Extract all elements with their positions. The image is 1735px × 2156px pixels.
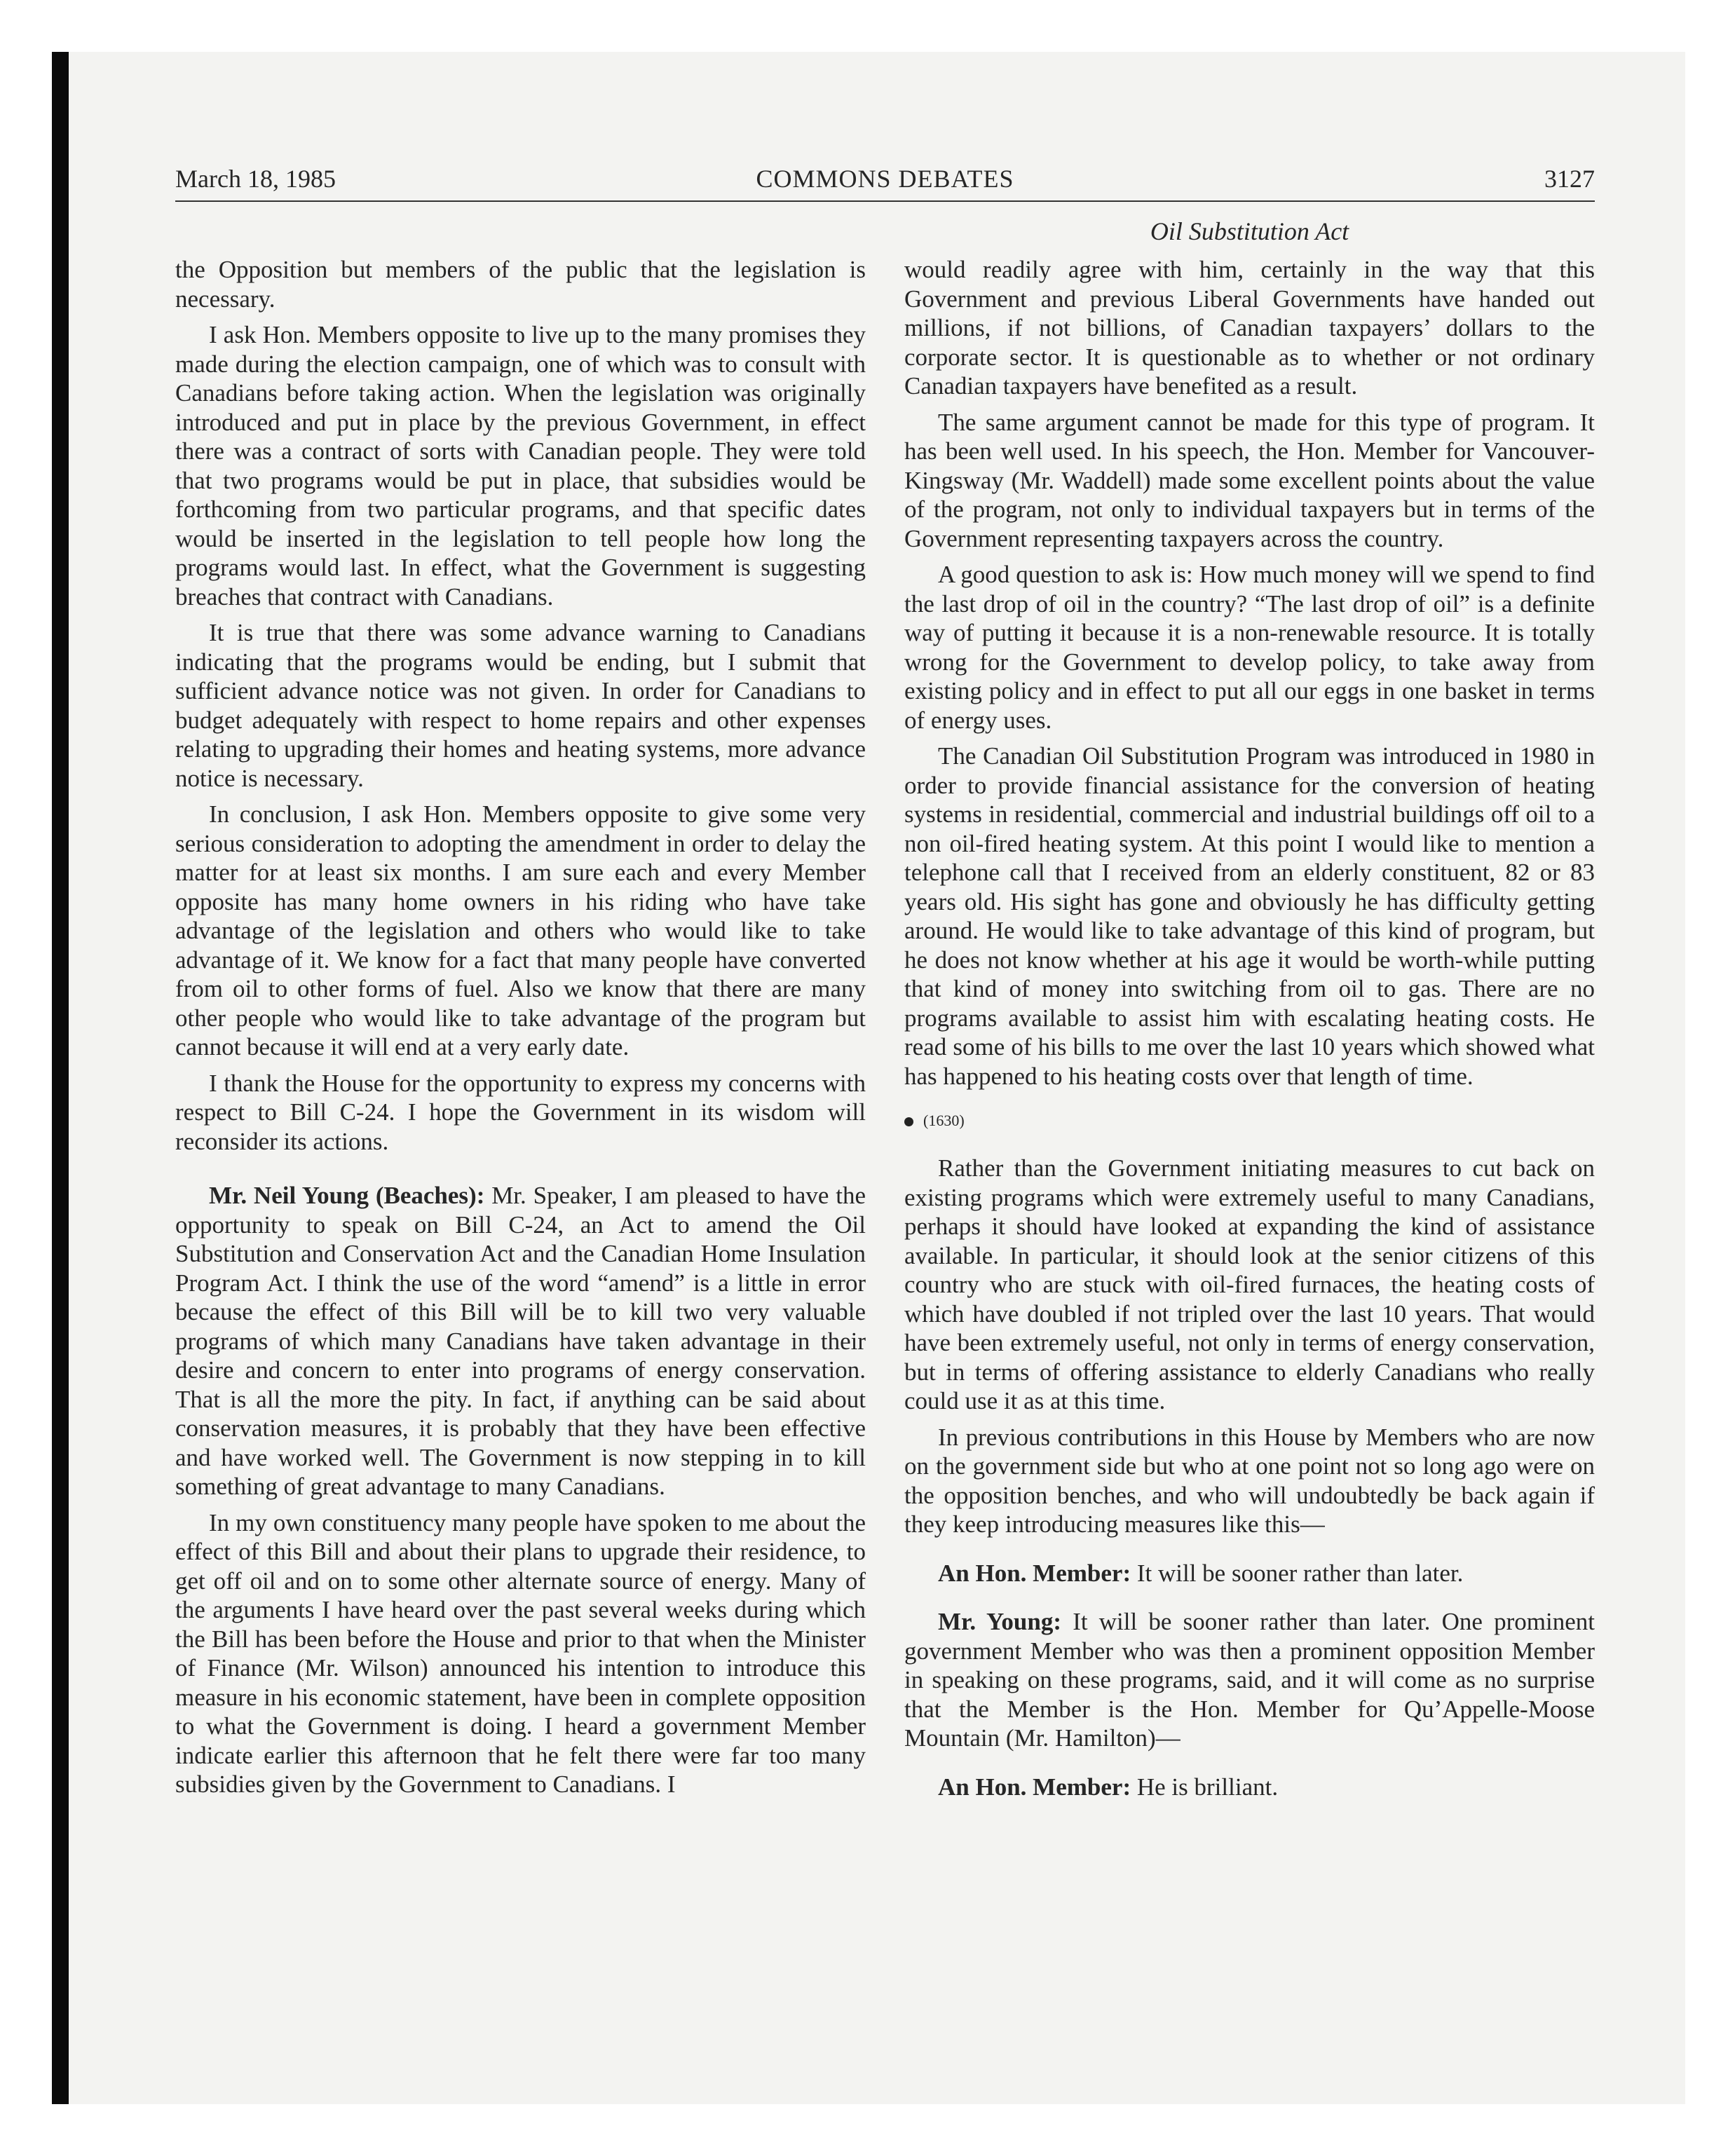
speech-text: It will be sooner rather than later. One prominent government Member who was then a prominent opposition Member in speaking on these programs, said, and it will come as no surprise that the Member is the Hon. Member for Qu’Appelle-Moose Mountain (Mr. Hamilton)— xyxy=(904,1608,1595,1752)
time-marker xyxy=(904,1110,1595,1131)
page-header xyxy=(175,160,1595,198)
paragraph: In my own constituency many people have spoken to me about the effect of this Bill and about their plans to upgrade their residence, to get off oil and on to some other alternate source of energy. Many of the arguments I have heard over the past several weeks during which the Bill has been before the House and prior to that when the Minister of Finance (Mr. Wilson) announced his intention to introduce this measure in his economic statement, have been in complete opposition to what the Government is doing. I heard a government Member indicate earlier this afternoon that he felt there were far too many subsidies given by the Government to Canadians. I xyxy=(175,1508,866,1798)
speech-paragraph xyxy=(904,1607,1595,1753)
speaker-name: Mr. Neil Young (Beaches): xyxy=(209,1182,485,1209)
time-marker-text: (1630) xyxy=(923,1112,965,1129)
header-page-number: 3127 xyxy=(1544,165,1595,193)
paragraph: It is true that there was some advance warning to Canadians indicating that the programs would be ending, but I submit that sufficient advance notice was not given. In order for Canadians to budget adequately with respect to home repairs and other expenses relating to upgrading their homes and heating systems, more advance notice is necessary. xyxy=(175,619,866,792)
paragraph: The Canadian Oil Substitution Program was introduced in 1980 in order to provide financial assistance for the conversion of heating systems in residential, commercial and industrial buildings off oil to a non oil-fired heating system. At this point I would like to mention a telephone call that I received from an elderly constituent, 82 or 83 years old. His sight has gone and obviously he has difficulty getting around. He would like to take advantage of this kind of program, but he does not know whether at his age it would be worth-while putting that kind of money into switching from oil to gas. There are no programs available to assist him with escalating heating costs. He read some of his bills to me over the last 10 years which showed what has happened to his heating costs over that length of time. xyxy=(904,742,1595,1090)
paragraph: would readily agree with him, certainly in the way that this Government and previous Liberal Governments have handed out millions, if not billions, of Canadian taxpayers’ dollars to the corporate sector. It is questionable as to whether or not ordinary Canadian taxpayers have benefited as a result. xyxy=(904,256,1595,400)
speech-paragraph xyxy=(175,1181,866,1501)
bullet-icon xyxy=(904,1117,913,1126)
paragraph: the Opposition but members of the public that the legislation is necessary. xyxy=(175,256,866,313)
speech-text: Mr. Speaker, I am pleased to have the opportunity to speak on Bill C-24, an Act to amend the Oil Substitution and Conservation Act and the Canadian Home Insulation Program Act. I think the use of the word “amend” is a little in error because the effect of this Bill will be to kill two very valuable programs of which many Canadians have taken advantage in their desire and concern to enter into programs of energy conservation. That is all the more the pity. In fact, if anything can be said about conservation measures, it is probably that they have been effective and have worked well. The Government is now stepping in to kill something of great advantage to many Canadians. xyxy=(175,1182,866,1500)
right-column xyxy=(904,255,1595,1808)
header-date: March 18, 1985 xyxy=(175,165,336,193)
header-rule xyxy=(175,200,1595,202)
paragraph: The same argument cannot be made for this type of program. It has been well used. In his speech, the Hon. Member for Vancouver-Kingsway (Mr. Waddell) made some excellent points about the value of the program, not only to individual taxpayers but in terms of the Government representing taxpayers across the country. xyxy=(904,408,1595,552)
paragraph: In previous contributions in this House by Members who are now on the government side but who at one point not so long ago were on the opposition benches, and who will undoubtedly be back again if they keep introducing measures like this— xyxy=(904,1423,1595,1538)
left-column xyxy=(175,255,866,1806)
speaker-name: Mr. Young: xyxy=(938,1608,1061,1635)
paragraph: I thank the House for the opportunity to express my concerns with respect to Bill C-24. I hope the Government in its wisdom will reconsider its actions. xyxy=(175,1069,866,1155)
paragraph: I ask Hon. Members opposite to live up to the many promises they made during the election campaign, one of which was to consult with Canadians before taking action. When the legislation was originally introduced and put in place by the previous Government, in effect there was a contract of sorts with Canadian people. They were told that two programs would be put in place, that subsidies would be forthcoming from two particular programs, and that specific dates would be inserted in the legislation to tell people how long the programs would last. In effect, what the Government is suggesting breaches that contract with Canadians. xyxy=(175,321,866,610)
speech-text: He is brilliant. xyxy=(1136,1773,1279,1801)
paragraph: A good question to ask is: How much money will we spend to find the last drop of oil in the country? “The last drop of oil” is a definite way of putting it because it is a non-renewable resource. It is totally wrong for the Government to develop policy, to take away from existing policy and in effect to put all our eggs in one basket in terms of energy uses. xyxy=(904,561,1595,734)
scan-edge-shadow xyxy=(52,52,69,2104)
interjection xyxy=(904,1773,1595,1802)
speaker-name: An Hon. Member: xyxy=(938,1773,1131,1801)
speaker-name: An Hon. Member: xyxy=(938,1559,1131,1587)
paragraph: Rather than the Government initiating measures to cut back on existing programs which were extremely useful to many Canadians, perhaps it should have looked at expanding the kind of assistance available. In particular, it should look at the senior citizens of this country who are stuck with oil-fired furnaces, the heating costs of which have doubled if not tripled over the last 10 years. That would have been extremely useful, not only in terms of energy conservation, but in terms of offering assistance to elderly Canadians who really could use it as at this time. xyxy=(904,1154,1595,1414)
interjection xyxy=(904,1559,1595,1588)
paragraph: In conclusion, I ask Hon. Members opposite to give some very serious consideration to adopting the amendment in order to delay the matter for at least six months. I am sure each and every Member opposite has many home owners in his riding who have take advantage of the legislation and others who would like to take advantage of it. We know for a fact that many people have converted from oil to other forms of fuel. Also we know that there are many other people who would like to take advantage of the program but cannot because it will end at a very early date. xyxy=(175,800,866,1060)
speech-text: It will be sooner rather than later. xyxy=(1136,1559,1464,1587)
section-subtitle: Oil Substitution Act xyxy=(1150,217,1349,245)
header-title: COMMONS DEBATES xyxy=(756,165,1014,193)
